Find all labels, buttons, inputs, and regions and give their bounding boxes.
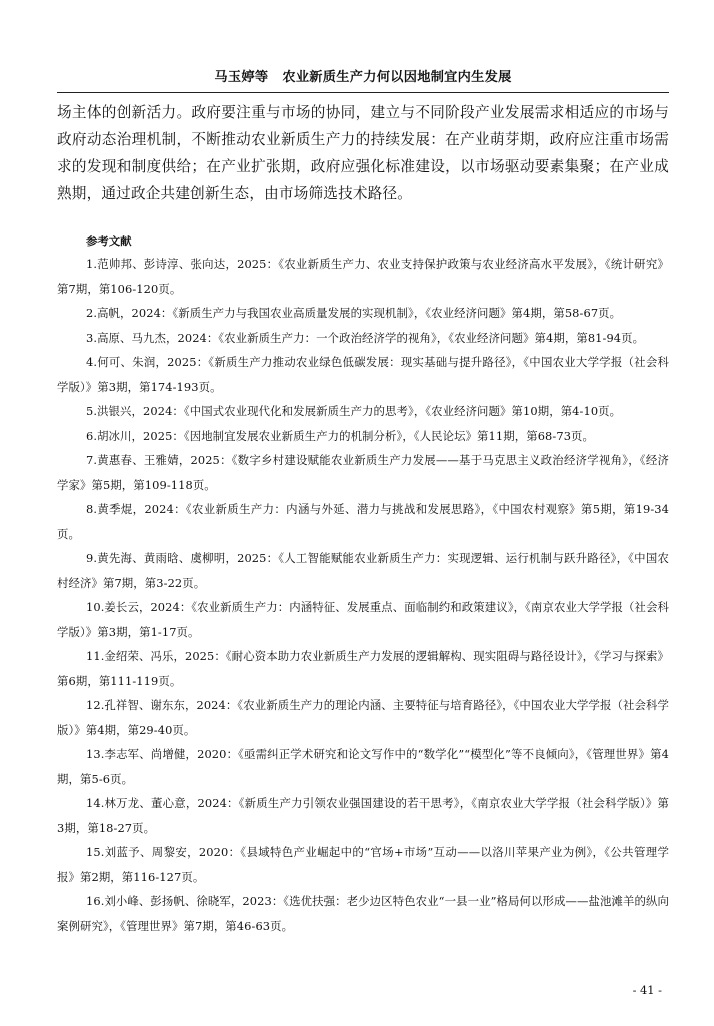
references-heading: 参考文献 (86, 234, 132, 248)
body-paragraph: 场主体的创新活力。政府要注重与市场的协同，建立与不同阶段产业发展需求相适应的市场与政府动态治理机制，不断推动农业新质生产力的持续发展：在产业萌芽期，政府应注重市场需求的发现和制度供给；在产业扩张期，政府应强化标准建设，以市场驱动要素集聚；在产业成熟期，通过政企共建创新生态，由市场筛选技术路径。 (57, 104, 669, 202)
reference-item: 4.何可、朱润，2025：《新质生产力推动农业绿色低碳发展：现实基础与提升路径》，《中国农业大学学报（社会科学版）》第3期，第174-193页。 (57, 355, 669, 394)
references-list (57, 252, 669, 938)
reference-item: 8.黄季焜，2024：《农业新质生产力：内涵与外延、潜力与挑战和发展思路》，《中国农村观察》第5期，第19-34页。 (57, 502, 669, 541)
reference-item: 6.胡冰川，2025：《因地制宜发展农业新质生产力的机制分析》，《人民论坛》第11期，第68-73页。 (86, 428, 595, 443)
header-authors: 马玉婷等 (214, 70, 269, 85)
reference-item: 1.范帅邦、彭诗淳、张向达，2025：《农业新质生产力、农业支持保护政策与农业经济高水平发展》，《统计研究》第7期，第106-120页。 (57, 257, 669, 296)
page-number: - 41 - (632, 983, 662, 997)
reference-item: 2.高帆，2024：《新质生产力与我国农业高质量发展的实现机制》，《农业经济问题》第4期，第58-67页。 (86, 306, 622, 320)
reference-item: 10.姜长云，2024：《农业新质生产力：内涵特征、发展重点、面临制约和政策建议》，《南京农业大学学报（社会科学版）》第3期，第1-17页。 (57, 600, 669, 639)
reference-item: 13.李志军、尚增健，2020：《亟需纠正学术研究和论文写作中的“数学化”“模型化”等不良倾向》，《管理世界》第4期，第5-6页。 (57, 747, 669, 786)
running-header (57, 68, 669, 88)
reference-item: 5.洪银兴，2024：《中国式农业现代化和发展新质生产力的思考》，《农业经济问题》第10期，第4-10页。 (86, 404, 622, 418)
reference-item: 7.黄惠春、王雅婧，2025：《数字乡村建设赋能农业新质生产力发展——基于马克思主义政治经济学视角》，《经济学家》第5期，第109-118页。 (57, 453, 669, 492)
reference-item: 11.金绍荣、冯乐，2025：《耐心资本助力农业新质生产力发展的逻辑解构、现实阻碍与路径设计》，《学习与探索》第6期，第111-119页。 (57, 649, 669, 688)
header-title: 农业新质生产力何以因地制宜内生发展 (282, 70, 512, 85)
reference-item: 16.刘小峰、彭扬帆、徐晓军，2023：《选优扶强：老少边区特色农业“一县一业”格局何以形成——盐池滩羊的纵向案例研究》，《管理世界》第7期，第46-63页。 (57, 894, 669, 933)
reference-item: 3.高原、马九杰，2024：《农业新质生产力：一个政治经济学的视角》，《农业经济问题》第4期，第81-94页。 (86, 330, 645, 345)
reference-item: 14.林万龙、董心意，2024：《新质生产力引领农业强国建设的若干思考》，《南京农业大学学报（社会科学版）》第3期，第18-27页。 (57, 796, 669, 835)
reference-item: 9.黄先海、黄雨晗、虞柳明，2025：《人工智能赋能农业新质生产力：实现逻辑、运行机制与跃升路径》，《中国农村经济》第7期，第3-22页。 (57, 551, 669, 590)
reference-item: 12.孔祥智、谢东东，2024：《农业新质生产力的理论内涵、主要特征与培育路径》，《中国农业大学学报（社会科学版）》第4期，第29-40页。 (57, 698, 669, 737)
header-rule (57, 92, 669, 93)
reference-item: 15.刘蓝予、周黎安，2020：《县域特色产业崛起中的“官场+市场”互动——以洛川苹果产业为例》，《公共管理学报》第2期，第116-127页。 (57, 845, 669, 884)
